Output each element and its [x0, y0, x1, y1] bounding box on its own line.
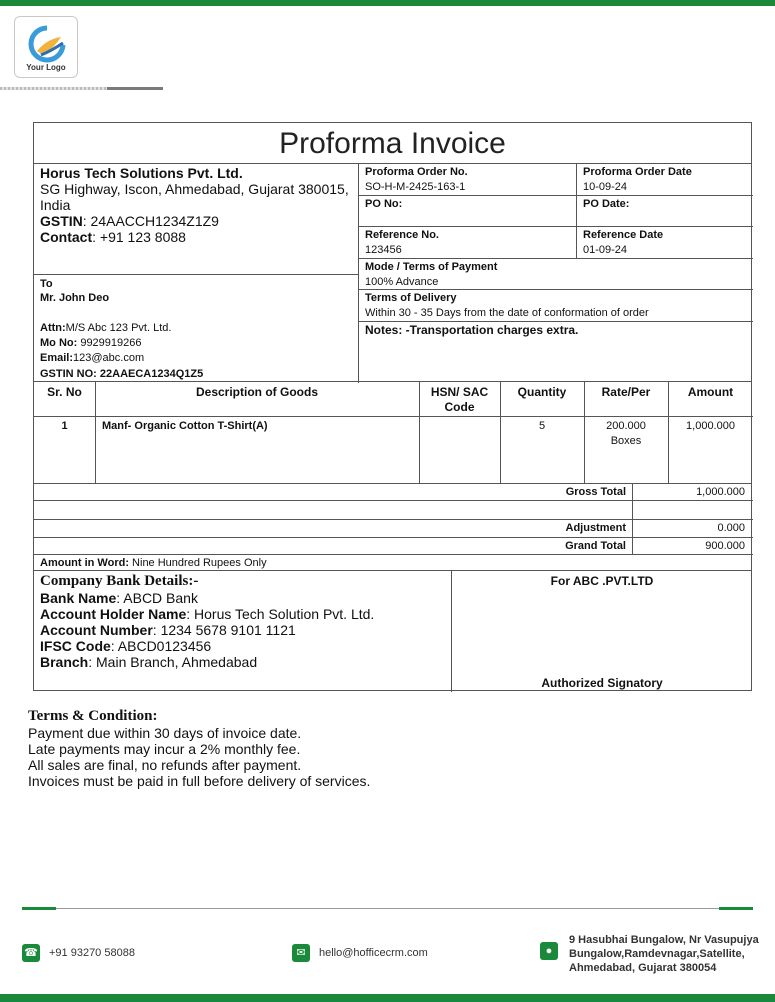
col-header-quantity: Quantity: [517, 385, 567, 399]
totals-block: [33, 483, 752, 571]
row-description: Manf- Organic Cotton T-Shirt(A): [102, 420, 268, 432]
reference-no: 123456: [365, 244, 402, 256]
seller-name: Horus Tech Solutions Pvt. Ltd.: [40, 165, 243, 181]
footer-divider: [22, 908, 753, 909]
reference-no-label: Reference No.: [365, 229, 439, 241]
row-quantity: 5: [538, 420, 546, 432]
grand-total-label: Grand Total: [565, 540, 626, 552]
terms-heading: Terms & Condition:: [28, 708, 158, 724]
delivery-terms: Within 30 - 35 Days from the date of conformation of order: [365, 307, 649, 319]
reference-date-label: Reference Date: [583, 229, 664, 241]
notes: Notes: -Transportation charges extra.: [365, 323, 579, 337]
company-logo: [14, 16, 78, 78]
footer-email[interactable]: hello@hofficecrm.com: [319, 947, 428, 959]
seller-address-line2: India: [40, 197, 71, 213]
mail-icon: ✉: [292, 944, 310, 962]
top-accent-bar: [0, 0, 775, 6]
account-number: Account Number: 1234 5678 9101 1121: [40, 622, 296, 638]
terms-section: [28, 708, 370, 789]
col-header-sr: Sr. No: [47, 385, 82, 399]
gross-total-label: Gross Total: [565, 486, 626, 498]
adjustment-value: 0.000: [717, 522, 745, 534]
logo-underline: [0, 87, 163, 90]
buyer-name: Mr. John Deo: [40, 292, 110, 304]
seller-gstin: GSTIN: 24AACCH1234Z1Z9: [40, 213, 219, 229]
header-info-block: [33, 163, 752, 382]
col-header-amount: Amount: [687, 385, 734, 399]
account-holder: Account Holder Name: Horus Tech Solution Pvt. Ltd.: [40, 606, 375, 622]
buyer-mobile: Mo No: 9929919266: [40, 337, 142, 349]
items-table: [33, 381, 752, 484]
logo-mark-icon: [27, 25, 67, 65]
delivery-terms-label: Terms of Delivery: [365, 292, 457, 304]
payment-terms-label: Mode / Terms of Payment: [365, 261, 498, 273]
reference-date: 01-09-24: [583, 244, 628, 256]
gross-total-value: 1,000.000: [696, 486, 745, 498]
row-amount: 1,000.000: [686, 420, 735, 432]
buyer-gstin: GSTIN NO: 22AAECA1234Q1Z5: [40, 368, 204, 380]
amount-in-words: Amount in Word: Nine Hundred Rupees Only: [40, 557, 267, 569]
col-header-hsn: HSN/ SAC Code: [430, 385, 489, 414]
buyer-email: Email:123@abc.com: [40, 352, 145, 364]
payment-terms: 100% Advance: [365, 276, 439, 288]
order-no: SO-H-M-2425-163-1: [365, 181, 466, 193]
ifsc-code: IFSC Code: ABCD0123456: [40, 638, 212, 654]
order-no-label: Proforma Order No.: [365, 166, 468, 178]
grand-total-value: 900.000: [705, 540, 745, 552]
po-no-label: PO No:: [365, 198, 403, 210]
row-sr: 1: [61, 420, 68, 432]
po-date-label: PO Date:: [583, 198, 630, 210]
bank-name: Bank Name: ABCD Bank: [40, 590, 198, 606]
adjustment-label: Adjustment: [565, 522, 626, 534]
footer-address: 9 Hasubhai Bungalow, Nr Vasupujya Bungalow,Ramdevnagar,Satellite, Ahmedabad, Gujarat 380054: [569, 934, 759, 974]
bottom-accent-bar: [0, 994, 775, 1002]
col-header-description: Description of Goods: [195, 385, 318, 399]
col-header-rate: Rate/Per: [601, 385, 651, 399]
terms-line: Invoices must be paid in full before delivery of services.: [28, 773, 371, 789]
document-title: Proforma Invoice: [33, 122, 752, 164]
bank-heading: Company Bank Details:-: [40, 573, 199, 589]
branch: Branch: Main Branch, Ahmedabad: [40, 654, 258, 670]
terms-line: Late payments may incur a 2% monthly fee.: [28, 741, 301, 757]
terms-line: All sales are final, no refunds after payment.: [28, 757, 302, 773]
for-company: For ABC .PVT.LTD: [550, 574, 654, 588]
seller-contact: Contact: +91 123 8088: [40, 229, 186, 245]
row-rate: 200.000 Boxes: [606, 420, 646, 447]
order-date-label: Proforma Order Date: [583, 166, 692, 178]
authorized-signatory: Authorized Signatory: [541, 676, 663, 690]
logo-text: Your Logo: [26, 63, 66, 72]
terms-line: Payment due within 30 days of invoice date.: [28, 725, 302, 741]
footer-phone[interactable]: +91 93270 58088: [49, 947, 135, 959]
order-date: 10-09-24: [583, 181, 628, 193]
buyer-attn: Attn:M/S Abc 123 Pvt. Ltd.: [40, 322, 172, 334]
bank-signatory-block: [33, 570, 752, 691]
location-pin-icon: ●: [540, 942, 558, 960]
seller-address-line1: SG Highway, Iscon, Ahmedabad, Gujarat 380015,: [40, 181, 349, 197]
phone-icon: ☎: [22, 944, 40, 962]
to-label: To: [40, 278, 53, 290]
